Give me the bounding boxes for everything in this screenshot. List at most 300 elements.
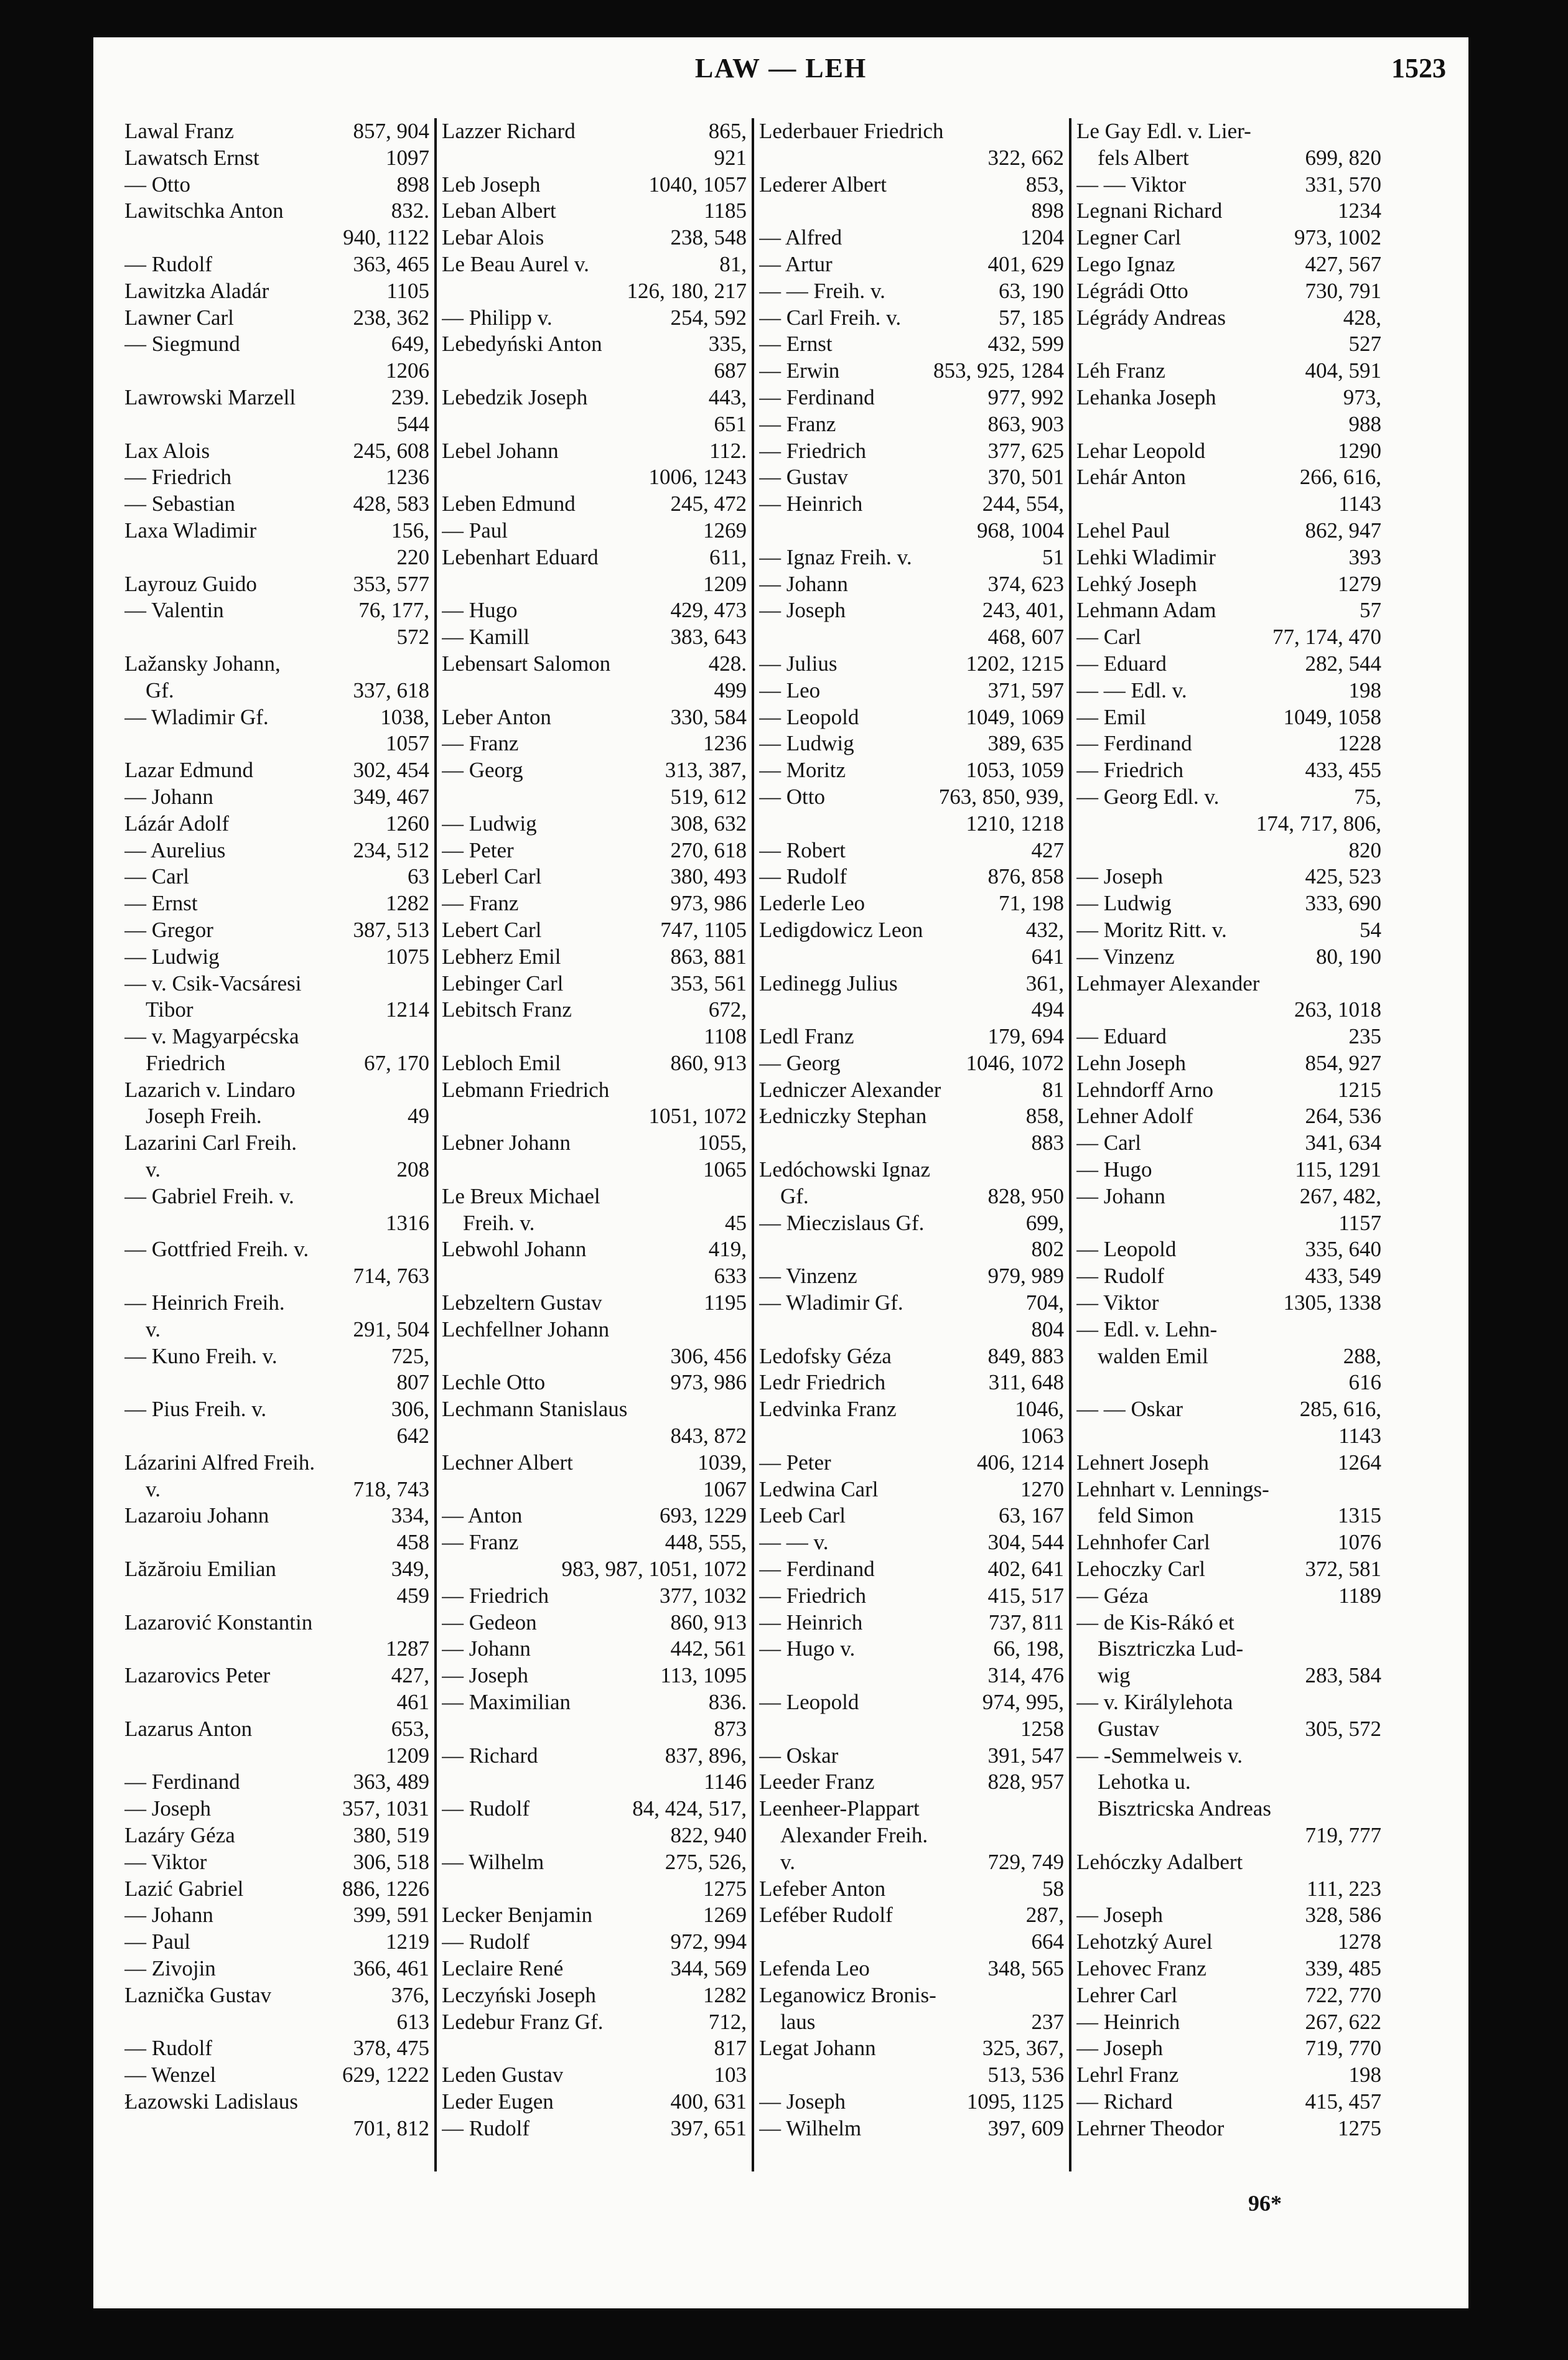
entry-pages: 179, 694 [987, 1024, 1064, 1049]
index-entry [124, 2035, 429, 2062]
index-entry [442, 811, 747, 837]
entry-pages: 1315 [1338, 1503, 1381, 1528]
entry-pages: 687 [714, 358, 747, 383]
entry-pages: 458 [396, 1530, 429, 1555]
entry-pages: 1219 [386, 1929, 429, 1954]
entry-pages: 519, 612 [670, 784, 747, 809]
index-entry [124, 1024, 429, 1050]
index-entry [442, 1369, 747, 1396]
index-entry [442, 544, 747, 571]
entry-name: — Kuno Freih. v. [124, 1343, 278, 1368]
index-entry [759, 331, 1064, 358]
entry-pages: 828, 957 [987, 1770, 1064, 1794]
entry-pages: 898 [396, 172, 429, 197]
entry-name: Lecker Benjamin [442, 1903, 592, 1928]
entry-pages: 854, 927 [1305, 1050, 1381, 1075]
index-entry [759, 837, 1064, 864]
entry-pages: 836. [708, 1690, 747, 1715]
entry-name: laus [780, 2009, 816, 2034]
index-entry [124, 704, 429, 731]
index-entry [1076, 1610, 1381, 1636]
entry-name: Lazzer Richard [442, 119, 576, 143]
index-entry [442, 2089, 747, 2115]
entry-pages: 377, 625 [987, 438, 1064, 463]
index-entry [124, 757, 429, 784]
index-entry [1076, 1317, 1381, 1343]
entry-pages: 377, 1032 [660, 1583, 747, 1608]
index-entry [759, 1369, 1064, 1396]
entry-name: Lebinger Carl [442, 971, 564, 996]
entry-pages: 494 [1031, 997, 1064, 1022]
entry-pages: 719, 770 [1305, 2036, 1381, 2061]
index-entry [759, 597, 1064, 624]
entry-pages: 275, 526, [665, 1849, 747, 1874]
index-entry [759, 1796, 1064, 1822]
entry-pages: 664 [1031, 1929, 1064, 1954]
entry-name: Légrády Andreas [1076, 305, 1226, 330]
index-entry [1076, 1103, 1381, 1130]
entry-pages: 1046, 1072 [966, 1050, 1064, 1075]
index-entry [124, 1450, 429, 1476]
index-entry [759, 251, 1064, 278]
index-entry [759, 2035, 1064, 2062]
entry-name: — Moritz Ritt. v. [1076, 917, 1227, 942]
entry-pages: 234, 512 [353, 837, 429, 862]
entry-pages: 63 [408, 864, 429, 889]
entry-name: Lehanka Joseph [1076, 385, 1216, 409]
entry-name: — — Edl. v. [1076, 678, 1187, 702]
entry-name: Gustav [1098, 1716, 1160, 1741]
index-entry [759, 1024, 1064, 1050]
entry-name: Lebherz Emil [442, 944, 561, 969]
entry-pages: 51 [1042, 544, 1064, 569]
index-entry [759, 1529, 1064, 1556]
index-entry [442, 704, 747, 731]
entry-name: Leder Eugen [442, 2089, 554, 2114]
entry-pages: 287, [1025, 1903, 1064, 1928]
entry-name: Lehrner Theodor [1076, 2115, 1225, 2140]
index-entry [442, 1663, 747, 1689]
entry-pages: 429, 473 [670, 598, 747, 623]
entry-pages: 349, 467 [353, 784, 429, 809]
index-entry [124, 1369, 429, 1396]
entry-pages: 820 [1348, 837, 1381, 862]
index-entry [1076, 1583, 1381, 1610]
entry-name: Legat Johann [759, 2036, 876, 2061]
entry-name: — Ludwig [759, 731, 854, 756]
entry-pages: 1108 [704, 1024, 747, 1049]
entry-pages: 1228 [1338, 731, 1381, 756]
entry-pages: 337, 618 [353, 678, 429, 702]
column-divider [1069, 118, 1071, 2171]
entry-pages: 672, [708, 997, 747, 1022]
index-entry [442, 597, 747, 624]
entry-name: — Wilhelm [442, 1849, 544, 1874]
entry-name: Lebloch Emil [442, 1050, 561, 1075]
index-entry [442, 624, 747, 651]
entry-name: Lechmann Stanislaus [442, 1397, 628, 1422]
entry-name: — Mieczislaus Gf. [759, 1210, 925, 1235]
entry-name: — Johann [759, 571, 848, 596]
index-entry [1076, 837, 1381, 864]
index-entry [759, 784, 1064, 811]
index-entry [442, 278, 747, 305]
index-entry [759, 1476, 1064, 1503]
entry-name: — Joseph [1076, 1903, 1164, 1928]
index-entry [442, 730, 747, 757]
entry-pages: 349, [391, 1557, 429, 1582]
entry-pages: 174, 717, 806, [1256, 811, 1381, 836]
entry-pages: 860, 913 [670, 1610, 747, 1635]
index-entry [1076, 385, 1381, 411]
index-entry [124, 438, 429, 465]
entry-name: — Rudolf [442, 1796, 530, 1821]
entry-pages: 940, 1122 [343, 225, 429, 250]
index-entry [759, 172, 1064, 198]
entry-name: — Otto [759, 784, 825, 809]
entry-name: — Johann [124, 784, 213, 809]
entry-pages: 341, 634 [1305, 1131, 1381, 1155]
index-column-3 [759, 118, 1064, 2190]
entry-name: — Gottfried Freih. v. [124, 1237, 309, 1262]
entry-name: Laxa Wladimir [124, 518, 257, 543]
index-entry [442, 1636, 747, 1663]
index-entry [124, 944, 429, 971]
entry-pages: 1282 [386, 891, 429, 916]
entry-pages: 747, 1105 [660, 917, 747, 942]
index-entry [1076, 1689, 1381, 1716]
index-entry [442, 145, 747, 172]
entry-name: — Friedrich [759, 438, 867, 463]
index-entry [759, 464, 1064, 491]
entry-pages: 238, 548 [670, 225, 747, 250]
entry-name: — Wenzel [124, 2063, 217, 2087]
entry-name: — Hugo [1076, 1157, 1152, 1182]
index-entry [124, 1929, 429, 1956]
entry-pages: 1287 [386, 1636, 429, 1661]
entry-pages: 363, 489 [353, 1770, 429, 1794]
entry-name: — Joseph [1076, 864, 1164, 889]
entry-pages: 63, 190 [999, 278, 1064, 303]
index-entry [1076, 1183, 1381, 1210]
entry-name: — Ludwig [442, 811, 537, 836]
index-entry [124, 2062, 429, 2089]
entry-pages: 1143 [1338, 492, 1381, 516]
entry-name: Lebedyński Anton [442, 332, 602, 357]
index-entry [1076, 757, 1381, 784]
entry-name: Freih. v. [463, 1210, 535, 1235]
entry-name: — Gabriel Freih. v. [124, 1183, 294, 1208]
entry-pages: 404, 591 [1305, 358, 1381, 383]
index-entry [759, 1157, 1064, 1183]
entry-pages: 383, 643 [670, 625, 747, 650]
entry-name: Leban Albert [442, 198, 556, 223]
entry-name: Ledóchowski Ignaz [759, 1157, 931, 1182]
entry-pages: 1282 [703, 1982, 747, 2007]
index-entry [442, 864, 747, 890]
entry-pages: 804 [1031, 1317, 1064, 1341]
index-entry [1076, 1529, 1381, 1556]
entry-name: Leden Gustav [442, 2063, 564, 2087]
entry-pages: 1275 [1338, 2115, 1381, 2140]
index-entry [759, 678, 1064, 704]
index-entry [442, 571, 747, 598]
entry-name: Lehnhart v. Lennings- [1076, 1476, 1269, 1501]
entry-name: Leb Joseph [442, 172, 541, 197]
entry-pages: 305, 572 [1305, 1716, 1381, 1741]
entry-pages: 817 [714, 2036, 747, 2061]
index-entry [442, 1317, 747, 1343]
index-entry [759, 385, 1064, 411]
entry-pages: 406, 1214 [977, 1450, 1064, 1475]
entry-name: Friedrich [146, 1050, 226, 1075]
index-entry [1076, 118, 1381, 145]
entry-pages: 397, 609 [987, 2115, 1064, 2140]
entry-name: — Carl [124, 864, 190, 889]
index-entry [124, 1236, 429, 1263]
index-entry [442, 1556, 747, 1583]
entry-pages: 220 [396, 544, 429, 569]
index-entry [442, 1157, 747, 1183]
index-entry [442, 1050, 747, 1077]
entry-name: Lazarini Carl Freih. [124, 1131, 297, 1155]
index-entry [759, 757, 1064, 784]
index-entry [442, 971, 747, 997]
index-entry [1076, 624, 1381, 651]
entry-pages: 1146 [704, 1770, 747, 1794]
entry-name: Lehar Leopold [1076, 438, 1205, 463]
entry-name: — Franz [442, 891, 519, 916]
entry-name: Lehner Adolf [1076, 1104, 1193, 1129]
entry-pages: 699, [1025, 1210, 1064, 1235]
index-entry [1076, 145, 1381, 172]
entry-name: Lechner Albert [442, 1450, 573, 1475]
index-entry [759, 1929, 1064, 1956]
entry-pages: 156, [391, 518, 429, 543]
running-title: LAW — LEH [694, 53, 867, 83]
entry-name: — Rudolf [442, 1929, 530, 1954]
entry-name: Lehnert Joseph [1076, 1450, 1209, 1475]
entry-pages: 353, 561 [670, 971, 747, 996]
entry-name: — Viktor [124, 1849, 207, 1874]
index-entry [1076, 1450, 1381, 1476]
entry-name: Lehmann Adam [1076, 598, 1216, 623]
index-entry [1076, 1822, 1381, 1849]
entry-name: — Oskar [759, 1743, 839, 1768]
entry-pages: 974, 995, [982, 1690, 1064, 1715]
entry-pages: 883 [1031, 1131, 1064, 1155]
index-entry [1076, 1929, 1381, 1956]
entry-name: — Leopold [759, 704, 859, 729]
index-entry [759, 1423, 1064, 1450]
index-entry [1076, 1956, 1381, 1982]
entry-name: — Aurelius [124, 837, 226, 862]
index-entry [1076, 544, 1381, 571]
index-entry [759, 1103, 1064, 1130]
entry-pages: 1157 [1338, 1210, 1381, 1235]
index-entry [442, 1743, 747, 1770]
entry-name: — Alfred [759, 225, 842, 250]
index-entry [759, 971, 1064, 997]
entry-pages: 1209 [703, 571, 747, 596]
entry-pages: 433, 549 [1305, 1264, 1381, 1289]
entry-pages: 499 [714, 678, 747, 702]
entry-name: feld Simon [1098, 1503, 1194, 1528]
index-entry [124, 811, 429, 837]
index-entry [124, 1636, 429, 1663]
index-entry [442, 1982, 747, 2009]
entry-pages: 428. [708, 651, 747, 676]
entry-pages: 443, [708, 385, 747, 409]
index-entry [759, 198, 1064, 225]
entry-name: Lehmayer Alexander [1076, 971, 1260, 996]
entry-pages: 254, 592 [670, 305, 747, 330]
index-entry [1076, 1902, 1381, 1929]
entry-name: Leber Anton [442, 704, 551, 729]
entry-name: — Georg [442, 758, 523, 783]
entry-pages: 1039, [698, 1450, 747, 1475]
index-entry [759, 544, 1064, 571]
index-entry [759, 411, 1064, 438]
entry-name: Lehn Joseph [1076, 1050, 1186, 1075]
index-entry [442, 917, 747, 944]
index-column-2 [442, 118, 747, 2190]
entry-pages: 1260 [386, 811, 429, 836]
entry-name: — -Semmelweis v. [1076, 1743, 1243, 1768]
entry-name: Lehnhofer Carl [1076, 1530, 1210, 1555]
index-entry [442, 2035, 747, 2062]
entry-name: — Anton [442, 1503, 523, 1528]
entry-pages: 370, 501 [987, 465, 1064, 490]
entry-pages: 1269 [703, 518, 747, 543]
entry-pages: 649, [391, 332, 429, 357]
index-entry [124, 1423, 429, 1450]
entry-name: fels Albert [1098, 145, 1189, 170]
entry-pages: 873 [714, 1716, 747, 1741]
entry-pages: 49 [408, 1104, 429, 1129]
entry-name: — Kamill [442, 625, 530, 650]
entry-pages: 704, [1025, 1290, 1064, 1315]
index-entry [1076, 1024, 1381, 1050]
entry-name: Lechle Otto [442, 1370, 546, 1395]
entry-pages: 71, 198 [999, 891, 1064, 916]
entry-pages: 1046, [1015, 1397, 1064, 1422]
entry-name: Lawatsch Ernst [124, 145, 259, 170]
entry-pages: 1209 [386, 1743, 429, 1768]
index-entry [1076, 278, 1381, 305]
index-entry [124, 518, 429, 544]
entry-pages: 291, 504 [353, 1317, 429, 1341]
entry-pages: 270, 618 [670, 837, 747, 862]
entry-name: — Friedrich [442, 1583, 549, 1608]
entry-name: — Johann [1076, 1183, 1165, 1208]
index-entry [1076, 438, 1381, 465]
index-entry [1076, 305, 1381, 332]
index-entry [124, 1556, 429, 1583]
entry-pages: 314, 476 [987, 1663, 1064, 1688]
entry-name: — Pius Freih. v. [124, 1397, 267, 1422]
entry-name: walden Emil [1098, 1343, 1208, 1368]
index-entry [1076, 811, 1381, 837]
entry-name: Lederer Albert [759, 172, 887, 197]
entry-name: Lázár Adolf [124, 811, 230, 836]
entry-name: — Leo [759, 678, 821, 702]
entry-name: Lazarovics Peter [124, 1663, 271, 1688]
document-page [93, 37, 1468, 2308]
index-entry [759, 1636, 1064, 1663]
entry-pages: 237 [1031, 2009, 1064, 2034]
entry-pages: 718, 743 [353, 1476, 429, 1501]
entry-pages: 264, 536 [1305, 1104, 1381, 1129]
entry-name: Lefeber Anton [759, 1876, 886, 1901]
entry-pages: 80, 190 [1316, 944, 1381, 969]
entry-name: — Emil [1076, 704, 1146, 729]
index-entry [442, 305, 747, 332]
entry-pages: 267, 482, [1299, 1183, 1381, 1208]
entry-name: — Franz [442, 1530, 519, 1555]
index-entry [124, 251, 429, 278]
entry-pages: 886, 1226 [342, 1876, 429, 1901]
entry-pages: 973, 986 [670, 891, 747, 916]
entry-name: Lazić Gabriel [124, 1876, 244, 1901]
entry-pages: 1202, 1215 [966, 651, 1064, 676]
entry-pages: 66, 198, [993, 1636, 1064, 1661]
entry-pages: 722, 770 [1305, 1982, 1381, 2007]
entry-pages: 1049, 1058 [1283, 704, 1381, 729]
index-entry [442, 198, 747, 225]
entry-pages: 266, 616, [1299, 465, 1381, 490]
index-entry [442, 2009, 747, 2036]
entry-name: — Hugo v. [759, 1636, 856, 1661]
entry-name: — Friedrich [124, 465, 232, 490]
entry-pages: 58 [1042, 1876, 1064, 1901]
entry-pages: 198 [1348, 678, 1381, 702]
entry-name: Bisztricska Andreas [1098, 1796, 1271, 1821]
entry-pages: 239. [391, 385, 429, 409]
index-entry [124, 1290, 429, 1317]
entry-pages: 1316 [386, 1210, 429, 1235]
index-entry [442, 1583, 747, 1610]
entry-pages: 243, 401, [982, 598, 1064, 623]
entry-pages: 988 [1348, 411, 1381, 436]
entry-pages: 376, [391, 1982, 429, 2007]
entry-pages: 1279 [1338, 571, 1381, 596]
entry-pages: 858, [1025, 1104, 1064, 1129]
index-entry [1076, 2115, 1381, 2142]
entry-pages: 304, 544 [987, 1530, 1064, 1555]
entry-name: — Paul [442, 518, 508, 543]
entry-name: Leganowicz Bronis- [759, 1982, 936, 2007]
entry-name: Lebert Carl [442, 917, 542, 942]
entry-name: — Rudolf [759, 864, 847, 889]
index-entry [759, 1077, 1064, 1104]
index-entry [1076, 1369, 1381, 1396]
entry-name: — Ernst [759, 332, 833, 357]
index-entry [124, 1769, 429, 1796]
entry-name: — Hugo [442, 598, 518, 623]
entry-name: — Rudolf [442, 2115, 530, 2140]
entry-pages: 712, [708, 2009, 747, 2034]
index-entry [124, 172, 429, 198]
entry-pages: 84, 424, 517, [632, 1796, 747, 1821]
entry-name: Lehovec Franz [1076, 1956, 1206, 1980]
index-entry [442, 651, 747, 678]
index-entry [759, 1716, 1064, 1743]
index-entry [124, 1663, 429, 1689]
entry-pages: 860, 913 [670, 1050, 747, 1075]
entry-name: — Carl Freih. v. [759, 305, 902, 330]
entry-name: — Otto [124, 172, 190, 197]
